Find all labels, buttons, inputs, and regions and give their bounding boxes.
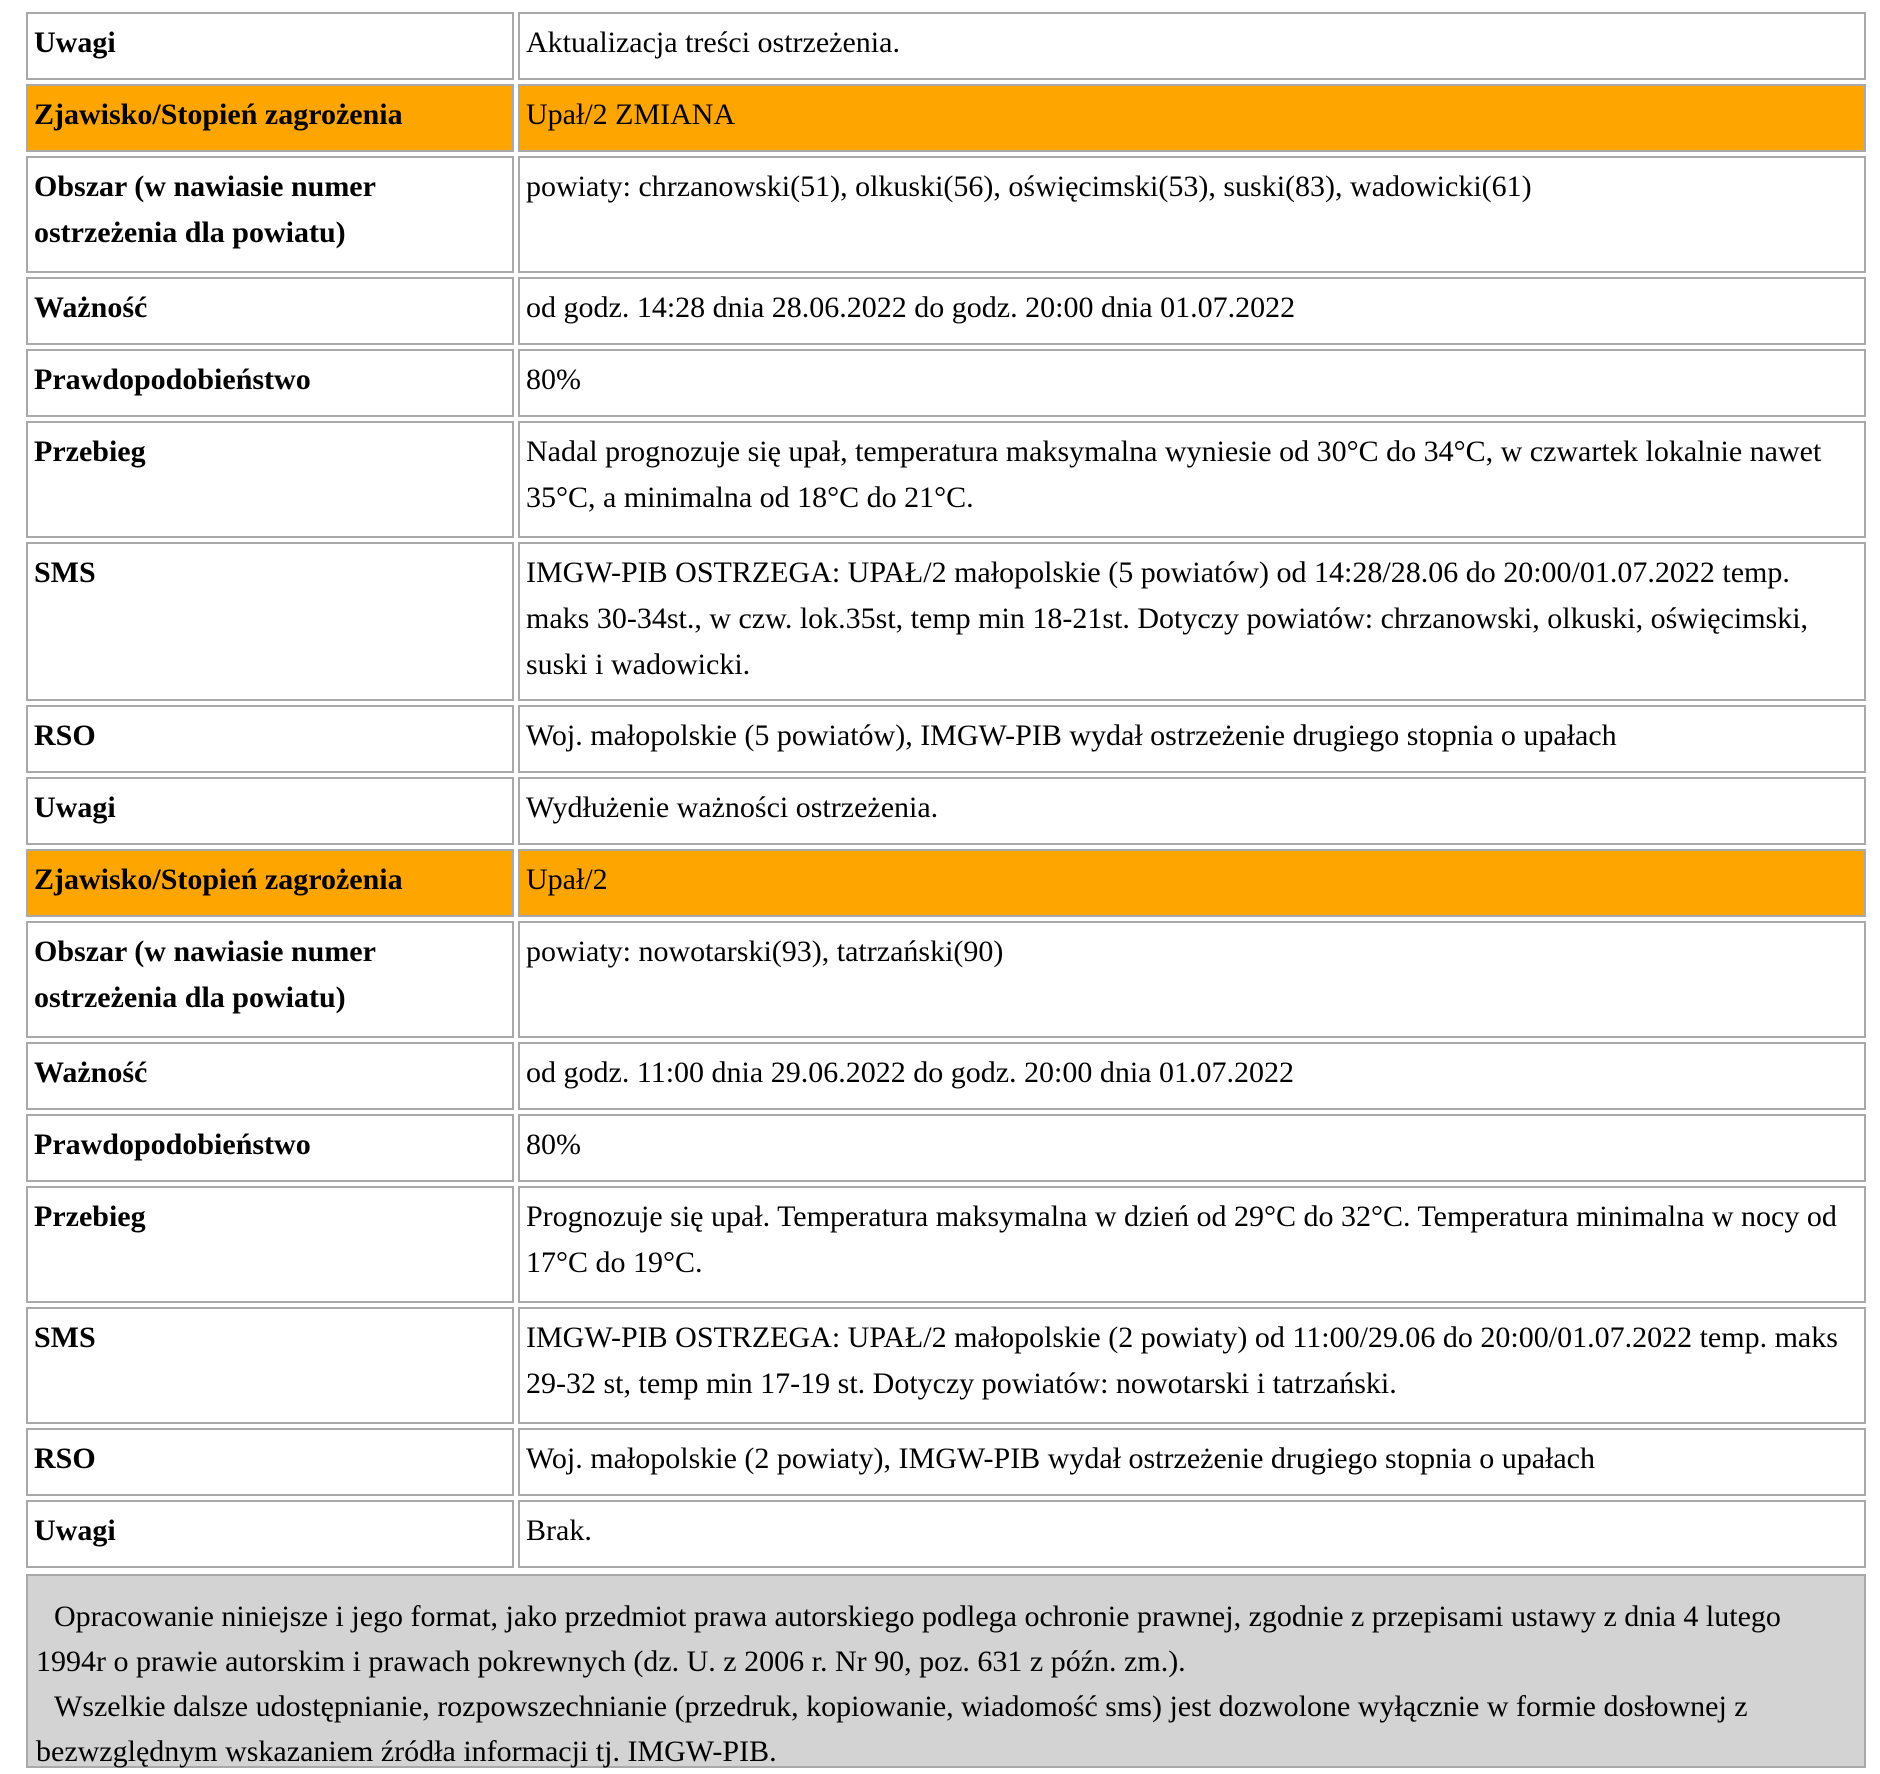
- row-label: Uwagi: [26, 12, 514, 80]
- row-value: Upał/2: [518, 849, 1866, 917]
- row-label: Obszar (w nawiasie numer ostrzeżenia dla powiatu): [26, 921, 514, 1038]
- row-value: powiaty: nowotarski(93), tatrzański(90): [518, 921, 1866, 1038]
- row-label: RSO: [26, 705, 514, 773]
- row-value: IMGW-PIB OSTRZEGA: UPAŁ/2 małopolskie (5 powiatów) od 14:28/28.06 do 20:00/01.07.2022 temp. maks 30-34st., w czw. lok.35st, temp min 18-21st. Dotyczy powiatów: chrzanowski, olkuski, oświęcimski, suski i wadowicki.: [518, 542, 1866, 701]
- row-label: Uwagi: [26, 777, 514, 845]
- row-label: RSO: [26, 1428, 514, 1496]
- table-row: [26, 542, 1866, 701]
- row-label: Zjawisko/Stopień zagrożenia: [26, 84, 514, 152]
- table-row: [26, 1114, 1866, 1182]
- row-value: Wydłużenie ważności ostrzeżenia.: [518, 777, 1866, 845]
- table-row: [26, 1500, 1866, 1568]
- row-label: Ważność: [26, 1042, 514, 1110]
- row-label: Obszar (w nawiasie numer ostrzeżenia dla powiatu): [26, 156, 514, 273]
- row-value: Woj. małopolskie (5 powiatów), IMGW-PIB wydał ostrzeżenie drugiego stopnia o upałach: [518, 705, 1866, 773]
- row-value: Nadal prognozuje się upał, temperatura maksymalna wyniesie od 30°C do 34°C, w czwartek lokalnie nawet 35°C, a minimalna od 18°C do 21°C.: [518, 421, 1866, 538]
- table-row: [26, 1186, 1866, 1303]
- row-label: Prawdopodobieństwo: [26, 1114, 514, 1182]
- table-row: [26, 156, 1866, 273]
- table-row: [26, 421, 1866, 538]
- row-label: SMS: [26, 1307, 514, 1424]
- table-row: [26, 777, 1866, 845]
- row-value: powiaty: chrzanowski(51), olkuski(56), oświęcimski(53), suski(83), wadowicki(61): [518, 156, 1866, 273]
- row-value: od godz. 11:00 dnia 29.06.2022 do godz. 20:00 dnia 01.07.2022: [518, 1042, 1866, 1110]
- row-value: Prognozuje się upał. Temperatura maksymalna w dzień od 29°C do 32°C. Temperatura minimalna w nocy od 17°C do 19°C.: [518, 1186, 1866, 1303]
- table-row: [26, 1042, 1866, 1110]
- row-label: SMS: [26, 542, 514, 701]
- row-value: IMGW-PIB OSTRZEGA: UPAŁ/2 małopolskie (2 powiaty) od 11:00/29.06 do 20:00/01.07.2022 temp. maks 29-32 st, temp min 17-19 st. Dotyczy powiatów: nowotarski i tatrzański.: [518, 1307, 1866, 1424]
- row-value: Upał/2 ZMIANA: [518, 84, 1866, 152]
- row-value: 80%: [518, 349, 1866, 417]
- table-row: [26, 705, 1866, 773]
- row-label: Prawdopodobieństwo: [26, 349, 514, 417]
- row-label: Przebieg: [26, 1186, 514, 1303]
- warning-table: [22, 8, 1870, 1572]
- table-row: [26, 921, 1866, 1038]
- row-label: Ważność: [26, 277, 514, 345]
- row-label: Przebieg: [26, 421, 514, 538]
- hazard-row: [26, 849, 1866, 917]
- row-value: 80%: [518, 1114, 1866, 1182]
- table-row: [26, 1428, 1866, 1496]
- copyright-paragraph: Opracowanie niniejsze i jego format, jako przedmiot prawa autorskiego podlega ochronie prawnej, zgodnie z przepisami ustawy z dnia 4 lutego 1994r o prawie autorskim i prawach pokrewnych (dz. U. z 2006 r. Nr 90, poz. 631 z późn. zm.).: [36, 1600, 1781, 1678]
- row-value: od godz. 14:28 dnia 28.06.2022 do godz. 20:00 dnia 01.07.2022: [518, 277, 1866, 345]
- distribution-paragraph: Wszelkie dalsze udostępnianie, rozpowszechnianie (przedruk, kopiowanie, wiadomość sms) jest dozwolone wyłącznie w formie dosłownej z bezwzględnym wskazaniem źródła informacji tj. IMGW-PIB.: [36, 1690, 1748, 1768]
- hazard-row: [26, 84, 1866, 152]
- table-row: [26, 12, 1866, 80]
- warning-document: [22, 8, 1870, 1768]
- table-row: [26, 277, 1866, 345]
- row-value: Aktualizacja treści ostrzeżenia.: [518, 12, 1866, 80]
- row-label: Zjawisko/Stopień zagrożenia: [26, 849, 514, 917]
- table-row: [26, 349, 1866, 417]
- copyright-footer: [26, 1574, 1866, 1768]
- row-label: Uwagi: [26, 1500, 514, 1568]
- table-row: [26, 1307, 1866, 1424]
- row-value: Brak.: [518, 1500, 1866, 1568]
- row-value: Woj. małopolskie (2 powiaty), IMGW-PIB wydał ostrzeżenie drugiego stopnia o upałach: [518, 1428, 1866, 1496]
